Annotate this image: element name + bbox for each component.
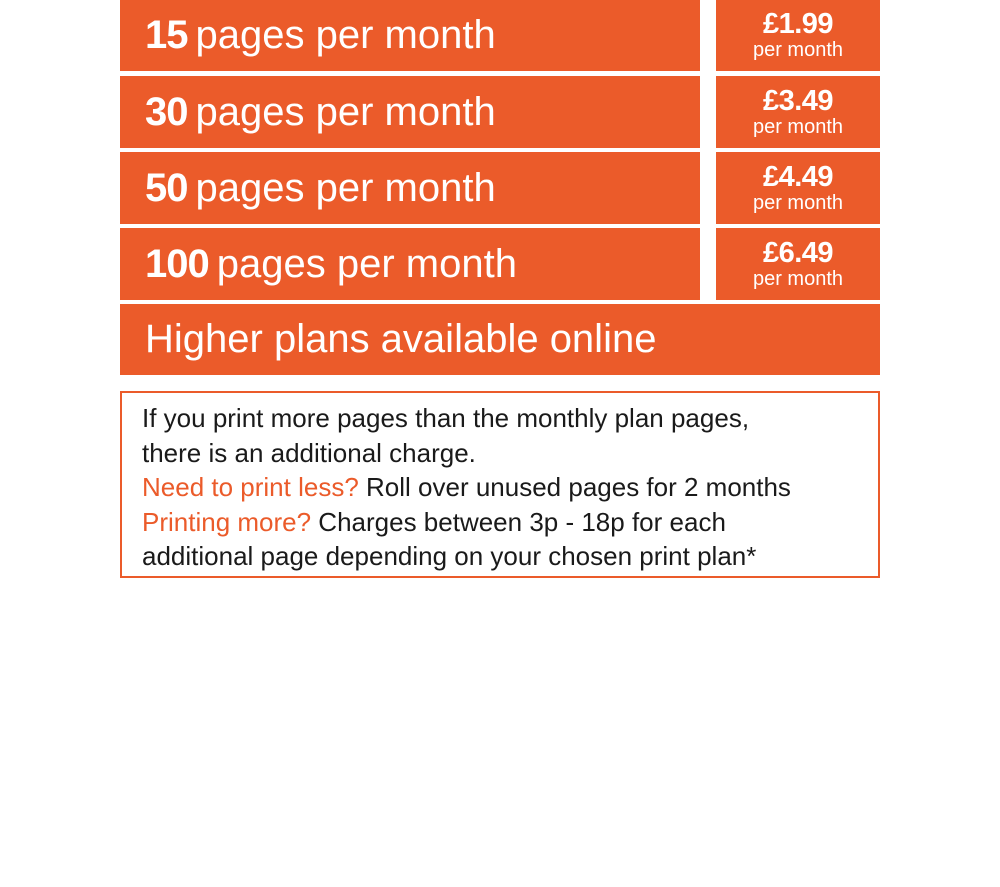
plan-label [120,152,700,224]
plan-label [120,0,700,71]
plan-pages-text: pages per month [195,89,496,134]
print-more-highlight: Printing more? [142,506,312,537]
plan-price-box [716,0,880,71]
plan-price-box [716,228,880,300]
plan-row-100 [120,228,880,300]
print-less-text: Roll over unused pages for 2 months [358,472,791,502]
print-more-line [142,505,878,540]
plan-pages-count: 15 [145,12,188,57]
plan-row-30 [120,76,880,148]
plan-pages-count: 50 [145,165,188,210]
plan-label [120,228,700,300]
plan-pages-count: 100 [145,241,209,286]
plan-price-amount: £4.49 [762,161,834,193]
info-line: there is an additional charge. [142,437,476,468]
info-line: If you print more pages than the monthly plan pages, [142,403,750,433]
print-more-text: Charges between 3p - 18p for each [311,506,726,537]
plan-price-amount: £6.49 [762,237,834,269]
plan-label [120,76,700,148]
plan-pages-text: pages per month [216,241,517,286]
plan-price-period: per month [752,39,844,61]
plan-price-box [716,76,880,148]
plan-price-period: per month [752,192,844,214]
plan-price-amount: £1.99 [762,8,834,40]
plan-price-amount: £3.49 [762,85,834,117]
print-less-highlight: Need to print less? [142,472,359,502]
plan-price-period: per month [752,116,844,138]
plan-pages-count: 30 [145,89,188,134]
plan-row-50 [120,152,880,224]
plan-price-period: per month [752,268,844,290]
plan-pages-text: pages per month [195,165,496,210]
plan-row-15 [120,0,880,71]
print-less-line [142,470,878,505]
higher-plans-banner: Higher plans available online [120,304,880,375]
info-line: additional page depending on your chosen print plan* [142,541,757,571]
additional-charge-info-box [120,391,880,578]
plan-price-box [716,152,880,224]
plan-pages-text: pages per month [195,12,496,57]
